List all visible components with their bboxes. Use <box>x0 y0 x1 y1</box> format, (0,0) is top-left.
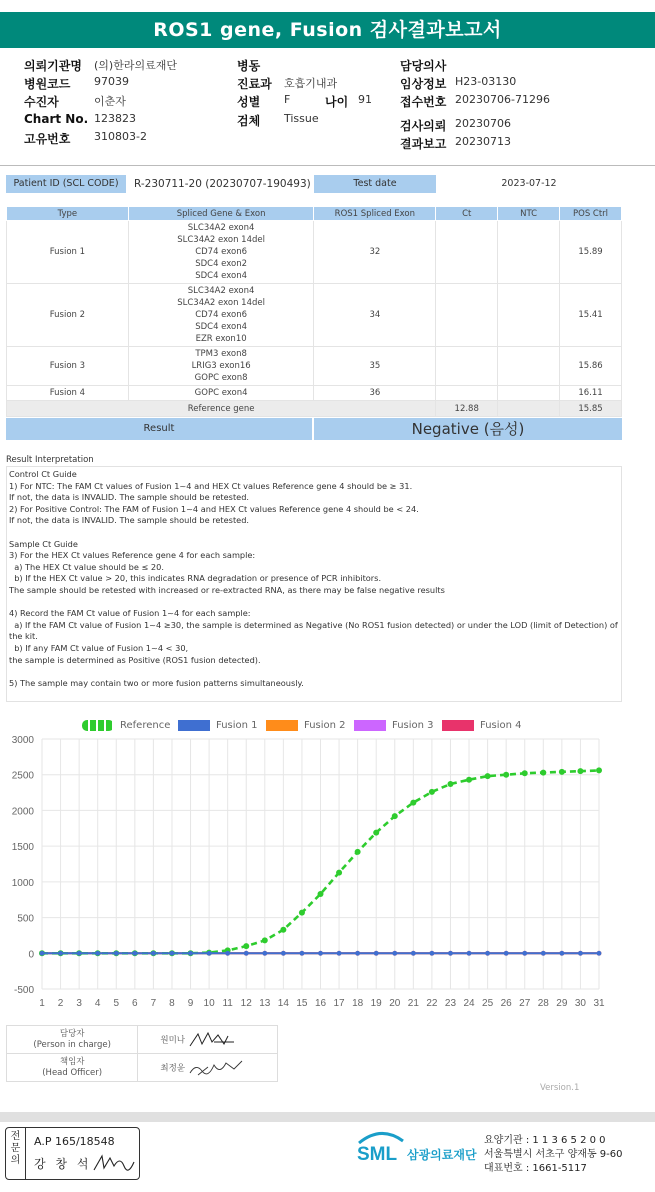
data-point <box>577 768 583 774</box>
info-value: (의)한라의료재단 <box>94 59 177 72</box>
data-point <box>355 951 360 956</box>
x-tick-label: 20 <box>389 998 401 1009</box>
x-tick-label: 19 <box>370 998 382 1009</box>
x-tick-label: 23 <box>444 998 457 1009</box>
data-point <box>337 951 342 956</box>
person-in-charge-name: 원미나 <box>160 1035 185 1045</box>
x-tick-label: 26 <box>500 998 512 1009</box>
col-header-ntc: NTC <box>498 207 560 221</box>
spliced-genes <box>128 284 314 347</box>
ros1-exon: 34 <box>314 284 436 347</box>
ntc-value <box>498 284 560 347</box>
info-label: 결과보고 <box>400 137 447 151</box>
data-point <box>77 951 82 956</box>
data-point <box>559 951 564 956</box>
info-label: 진료과 <box>237 77 272 91</box>
stamp-line1: A.P 165/18548 <box>34 1135 115 1148</box>
footer-line3: 대표번호 : 1661-5117 <box>484 1163 587 1174</box>
data-point <box>262 937 268 943</box>
info-value: 310803-2 <box>94 130 147 143</box>
spliced-genes <box>128 221 314 284</box>
x-tick-label: 31 <box>593 998 605 1009</box>
gene-exon: SDC4 exon4 <box>195 271 248 281</box>
data-point <box>596 767 602 773</box>
y-tick-label: 1000 <box>11 877 34 889</box>
patient-info-section <box>0 48 655 166</box>
data-point <box>373 830 379 836</box>
info-label: 검사의뢰 <box>400 119 447 133</box>
data-point <box>114 951 119 956</box>
table-row <box>7 284 622 347</box>
interpretation-text: Control Ct Guide 1) For NTC: The FAM Ct values of Fusion 1~4 and HEX Ct values Reference gene 4 should be ≥ 31. If not, the data is INVALID. The sample should be retested. 2) For Positive Control: The FAM of Fusion 1~4 and HEX Ct values Reference gene 4 should be < 24. If not, the data is INVALID. The sample should be retested. Sample Ct Guide 3) For the HEX Ct values Reference gene 4 for each sample: a) The HEX Ct value should be ≤ 20. b) If the HEX Ct value > 20, this indicates RNA degradation or presence of PCR inhibitors. The sample should be retested with increased or re-extracted RNA, as there may be false negative results 4) Record the FAM Ct value of Fusion 1~4 for each sample: a) If the FAM Ct value of Fusion 1~4 ≥30, the sample is determined as Negative (No ROS1 fusion detected) or under the LOD (limit of Detection) of the kit. b) If any FAM Ct value of Fusion 1~4 < 30, the sample is determined as Positive (ROS1 fusion detected). 5) The sample may contain two or more fusion patterns simultaneously. <box>6 466 622 702</box>
data-point <box>151 951 156 956</box>
data-point <box>466 777 472 783</box>
ntc-value <box>498 221 560 284</box>
ros1-exon: 35 <box>314 347 436 386</box>
x-tick-label: 22 <box>426 998 438 1009</box>
head-officer-name: 최정윤 <box>160 1063 185 1073</box>
ct-value <box>436 221 498 284</box>
logo-name: 삼광의료재단 <box>407 1148 477 1162</box>
result-row <box>6 418 622 440</box>
x-tick-label: 6 <box>132 998 138 1009</box>
gene-exon: SLC34A2 exon 14del <box>177 298 265 308</box>
gene-exon: EZR exon10 <box>195 334 247 344</box>
data-point <box>540 770 546 776</box>
signature-table <box>6 1025 278 1082</box>
patient-id-value: R-230711-20 (20230707-190493) <box>134 178 311 190</box>
info-value: 이춘자 <box>94 95 126 108</box>
table-row <box>7 221 622 284</box>
legend-label: Fusion 1 <box>216 720 258 731</box>
data-point <box>429 789 435 795</box>
info-value: H23-03130 <box>455 75 517 88</box>
legend-label: Reference <box>120 720 171 731</box>
stamp-line2: 강 창 석 <box>34 1157 92 1171</box>
col-header-exon: ROS1 Spliced Exon <box>314 207 436 221</box>
x-tick-label: 3 <box>76 998 82 1009</box>
col-header-pos: POS Ctrl <box>560 207 622 221</box>
col-header-ct: Ct <box>436 207 498 221</box>
x-tick-label: 21 <box>407 998 419 1009</box>
data-point <box>411 951 416 956</box>
x-tick-label: 1 <box>39 998 45 1009</box>
y-tick-label: 2500 <box>11 770 34 782</box>
x-tick-label: 7 <box>150 998 157 1009</box>
legend-label: Fusion 3 <box>392 720 434 731</box>
data-point <box>467 951 472 956</box>
stamp-signature <box>92 1152 136 1174</box>
footer-line2: 서울특별시 서초구 양재동 9-60 <box>484 1149 623 1160</box>
signature-image <box>188 1030 236 1050</box>
y-tick-label: 2000 <box>11 806 34 818</box>
age-value: 91 <box>358 93 372 106</box>
data-point <box>132 951 137 956</box>
y-tick-label: 500 <box>17 913 34 925</box>
info-label: 성별 <box>237 95 261 109</box>
y-tick-label: -500 <box>13 985 34 996</box>
data-point <box>300 951 305 956</box>
x-tick-label: 12 <box>240 998 252 1009</box>
fusion-type: Fusion 1 <box>7 221 129 284</box>
data-point <box>522 951 527 956</box>
data-point <box>280 927 286 933</box>
data-point <box>318 951 323 956</box>
stamp-side-label: 전 문 의 <box>6 1128 26 1179</box>
data-point <box>430 951 435 956</box>
result-label: Result <box>6 418 312 440</box>
patient-id-row <box>6 175 622 193</box>
data-point <box>578 951 583 956</box>
data-point <box>541 951 546 956</box>
data-point <box>336 870 342 876</box>
col-header-type: Type <box>7 207 129 221</box>
fusion-type: Fusion 4 <box>7 386 129 401</box>
gene-exon: TPM3 exon8 <box>195 349 247 359</box>
data-point <box>559 769 565 775</box>
info-label: 임상정보 <box>400 77 447 91</box>
ct-value <box>436 386 498 401</box>
footer-contact <box>484 1134 623 1176</box>
head-officer-label: 책임자 (Head Officer) <box>7 1054 138 1082</box>
data-point <box>392 813 398 819</box>
footer-line1: 요양기관 : 1 1 3 6 5 2 0 0 <box>484 1135 606 1146</box>
data-point <box>597 951 602 956</box>
info-value: 20230713 <box>455 135 511 148</box>
ct-value <box>436 284 498 347</box>
x-tick-label: 27 <box>519 998 531 1009</box>
x-tick-label: 8 <box>169 998 175 1009</box>
result-value: Negative (음성) <box>314 418 622 440</box>
patient-id-label: Patient ID (SCL CODE) <box>6 175 126 193</box>
sml-logo-icon <box>355 1129 407 1167</box>
data-point <box>281 951 286 956</box>
reference-ct: 12.88 <box>436 401 498 417</box>
ros1-exon: 36 <box>314 386 436 401</box>
data-point <box>40 951 45 956</box>
data-point <box>262 951 267 956</box>
table-row <box>7 347 622 386</box>
test-date-value: 2023-07-12 <box>501 178 557 189</box>
data-point <box>503 772 509 778</box>
info-value: 123823 <box>94 112 136 125</box>
specialist-stamp <box>5 1127 140 1180</box>
age-label: 나이 <box>325 95 349 109</box>
reference-label: Reference gene <box>7 401 436 417</box>
x-tick-label: 14 <box>277 998 289 1009</box>
data-point <box>355 849 361 855</box>
reference-pos: 15.85 <box>560 401 622 417</box>
data-point <box>188 951 193 956</box>
report-title: ROS1 gene, Fusion 검사결과보고서 <box>0 12 655 48</box>
info-label: 검체 <box>237 114 261 128</box>
x-tick-label: 10 <box>203 998 215 1009</box>
data-point <box>225 951 230 956</box>
fusion-type: Fusion 2 <box>7 284 129 347</box>
pos-ctrl-value: 15.41 <box>560 284 622 347</box>
ntc-value <box>498 386 560 401</box>
data-point <box>410 800 416 806</box>
data-point <box>243 943 249 949</box>
x-tick-label: 5 <box>113 998 120 1009</box>
data-point <box>485 951 490 956</box>
data-point <box>522 770 528 776</box>
data-point <box>318 891 324 897</box>
gene-exon: LRIG3 exon16 <box>191 361 251 371</box>
gene-exon: GOPC exon4 <box>194 388 248 398</box>
footer-divider <box>0 1112 655 1122</box>
info-label: Chart No. <box>24 112 89 126</box>
fusion-type: Fusion 3 <box>7 347 129 386</box>
y-tick-label: 0 <box>28 949 34 961</box>
ros1-exon: 32 <box>314 221 436 284</box>
info-value: 20230706-71296 <box>455 93 550 106</box>
person-in-charge-label: 담당자 (Person in charge) <box>7 1026 138 1054</box>
info-value: Tissue <box>284 112 319 125</box>
x-tick-label: 15 <box>296 998 308 1009</box>
gene-exon: SLC34A2 exon4 <box>187 286 255 296</box>
ntc-value <box>498 347 560 386</box>
col-header-gene: Spliced Gene & Exon <box>128 207 314 221</box>
version-label: Version.1 <box>540 1083 580 1093</box>
gene-exon: CD74 exon6 <box>195 310 248 320</box>
amplification-chart <box>0 728 655 1010</box>
info-label: 접수번호 <box>400 95 447 109</box>
info-label: 담당의사 <box>400 59 447 73</box>
x-tick-label: 18 <box>352 998 364 1009</box>
data-point <box>447 781 453 787</box>
pos-ctrl-value: 15.89 <box>560 221 622 284</box>
interpretation-title: Result Interpretation <box>6 455 94 465</box>
pos-ctrl-value: 15.86 <box>560 347 622 386</box>
data-point <box>58 951 63 956</box>
x-tick-label: 13 <box>259 998 271 1009</box>
data-point <box>95 951 100 956</box>
table-row <box>7 386 622 401</box>
info-value: 호흡기내과 <box>284 77 338 90</box>
gene-exon: SDC4 exon4 <box>195 322 248 332</box>
info-label: 병원코드 <box>24 77 71 91</box>
x-tick-label: 28 <box>537 998 549 1009</box>
info-label: 고유번호 <box>24 132 71 146</box>
legend-label: Fusion 4 <box>480 720 522 731</box>
test-date-label: Test date <box>314 175 436 193</box>
x-tick-label: 11 <box>222 998 233 1009</box>
data-point <box>207 951 212 956</box>
info-value: 97039 <box>94 75 129 88</box>
data-point <box>170 951 175 956</box>
data-point <box>374 951 379 956</box>
x-tick-label: 9 <box>187 998 194 1009</box>
data-point <box>392 951 397 956</box>
info-label: 수진자 <box>24 95 59 109</box>
reference-row <box>7 401 622 417</box>
results-table <box>6 206 622 417</box>
data-point <box>485 773 491 779</box>
ct-value <box>436 347 498 386</box>
info-label: 병동 <box>237 59 261 73</box>
spliced-genes <box>128 347 314 386</box>
legend-label: Fusion 2 <box>304 720 346 731</box>
x-tick-label: 30 <box>574 998 586 1009</box>
data-point <box>244 951 249 956</box>
info-label: 의뢰기관명 <box>24 59 82 73</box>
x-tick-label: 4 <box>94 998 101 1009</box>
gene-exon: CD74 exon6 <box>195 247 248 257</box>
pos-ctrl-value: 16.11 <box>560 386 622 401</box>
x-tick-label: 25 <box>482 998 494 1009</box>
gene-exon: SLC34A2 exon4 <box>187 223 255 233</box>
x-tick-label: 2 <box>57 998 64 1009</box>
y-tick-label: 3000 <box>11 735 34 746</box>
gene-exon: GOPC exon8 <box>194 373 248 383</box>
y-tick-label: 1500 <box>11 842 34 854</box>
data-point <box>448 951 453 956</box>
info-value: F <box>284 93 291 106</box>
x-tick-label: 29 <box>556 998 568 1009</box>
signature-image <box>188 1057 246 1079</box>
x-tick-label: 24 <box>463 998 475 1009</box>
spliced-genes <box>128 386 314 401</box>
x-tick-label: 16 <box>314 998 327 1009</box>
data-point <box>504 951 509 956</box>
reference-ntc <box>498 401 560 417</box>
gene-exon: SLC34A2 exon 14del <box>177 235 265 245</box>
data-point <box>299 910 305 916</box>
gene-exon: SDC4 exon2 <box>195 259 248 269</box>
info-value: 20230706 <box>455 117 511 130</box>
logo-sml-text: SML <box>357 1144 398 1165</box>
x-tick-label: 17 <box>333 998 345 1009</box>
